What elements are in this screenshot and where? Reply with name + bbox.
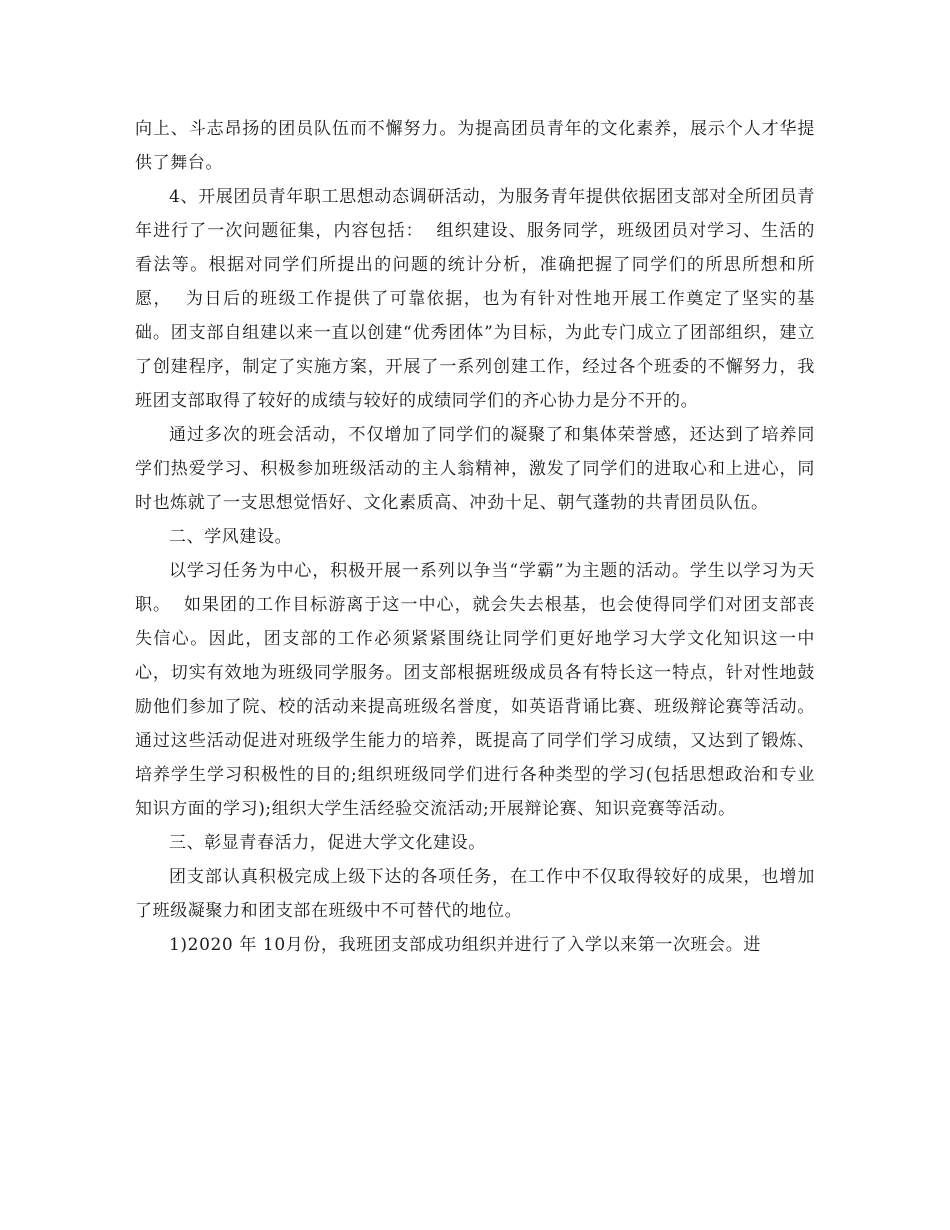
paragraph-class-meetings: 通过多次的班会活动，不仅增加了同学们的凝聚了和集体荣誉感，还达到了培养同学们热爱学习、积极参加班级活动的主人翁精神，激发了同学们的进取心和上进心，同时也炼就了一支思想觉悟好、文化素质高、冲劲十足、朝气蓬勃的共青团员队伍。 — [135, 425, 815, 513]
paragraph-first-meeting: 1)2020 年 10月份，我班团支部成功组织并进行了入学以来第一次班会。进 — [169, 935, 761, 955]
paragraph-tasks: 团支部认真积极完成上级下达的各项任务，在工作中不仅取得较好的成果，也增加了班级凝聚力和团支部在班级中不可替代的地位。 — [135, 867, 815, 921]
paragraph-item-4-survey: 4、开展团员青年职工思想动态调研活动，为服务青年提供依据团支部对全所团员青年进行了一次问题征集，内容包括： 组织建设、服务同学，班级团员对学习、生活的看法等。根据对同学们所提出的问题的统计分析，准确把握了同学们的所思所想和所愿， 为日后的班级工作提供了可靠依据，也为有针对性地开展工作奠定了坚实的基础。团支部自组建以来一直以创建“优秀团体”为目标，为此专门成立了团部组织，建立了创建程序，制定了实施方案，开展了一系列创建工作，经过各个班委的不懈努力，我班团支部取得了较好的成绩与较好的成绩同学们的齐心协力是分不开的。 — [135, 187, 815, 411]
section-heading-study-style: 二、学风建设。 — [169, 527, 293, 547]
paragraph-continuation: 向上、斗志昂扬的团员队伍而不懈努力。为提高团员青年的文化素养，展示个人才华提供了舞台。 — [135, 119, 815, 173]
paragraph-study-style: 以学习任务为中心，积极开展一系列以争当“学霸”为主题的活动。学生以学习为天职。 如果团的工作目标游离于这一中心，就会失去根基，也会使得同学们对团支部丧失信心。因此，团支部的工作必须紧紧围绕让同学们更好地学习大学文化知识这一中心，切实有效地为班级同学服务。团支部根据班级成员各有特长这一特点，针对性地鼓励他们参加了院、校的活动来提高班级名誉度，如英语背诵比赛、班级辩论赛等活动。通过这些活动促进对班级学生能力的培养，既提高了同学们学习成绩，又达到了锻炼、培养学生学习积极性的目的;组织班级同学们进行各种类型的学习(包括思想政治和专业知识方面的学习);组织大学生活经验交流活动;开展辩论赛、知识竞赛等活动。 — [135, 561, 815, 819]
section-heading-youth-culture: 三、彰显青春活力，促进大学文化建设。 — [169, 833, 486, 853]
document-body — [135, 112, 815, 962]
